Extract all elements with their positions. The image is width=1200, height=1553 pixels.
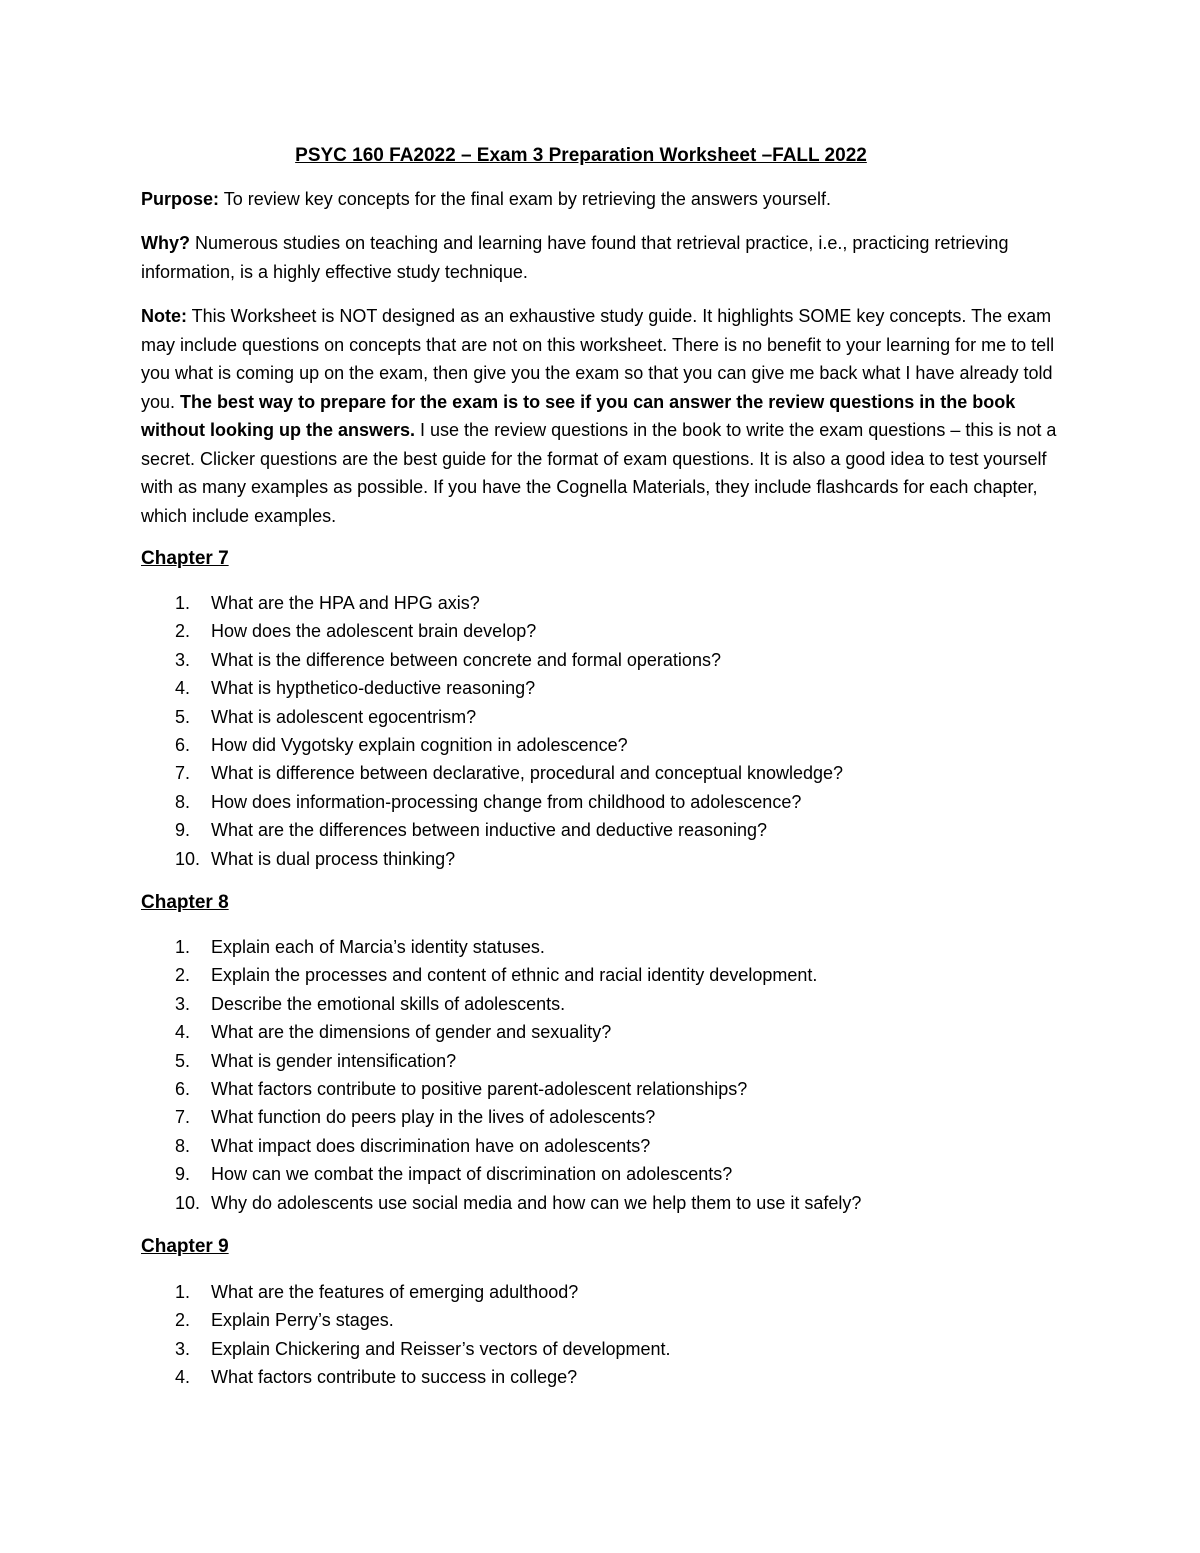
note-bold-text: The best way to prepare for the exam is to see if you can answer the review questions in the book without looking up the answers. [141,391,1016,440]
question-text: What is dual process thinking? [211,848,456,869]
question-number: 2. [175,965,191,986]
question-number: 7. [175,1107,191,1128]
question-number: 6. [175,734,191,755]
question-text: What function do peers play in the lives of adolescents? [211,1107,656,1128]
question-number: 10. [175,848,201,869]
chapter-9-questions [141,1278,671,1392]
question-number: 4. [175,678,191,699]
why-text: Numerous studies on teaching and learning have found that retrieval practice, i.e., practicing retrieving information, is a highly effective study technique. [141,233,1009,282]
question-text: How does the adolescent brain develop? [211,621,537,642]
question-text: What is adolescent egocentrism? [211,706,477,727]
question-text: Describe the emotional skills of adolescents. [211,993,566,1014]
purpose-label: Purpose: [141,189,220,209]
question-text: What is difference between declarative, procedural and conceptual knowledge? [211,763,844,784]
question-text: What is the difference between concrete and formal operations? [211,649,721,670]
question-number: 3. [175,649,191,670]
chapter-8-questions [141,933,861,1217]
question-number: 4. [175,1022,191,1043]
question-text: How can we combat the impact of discrimination on adolescents? [211,1164,733,1185]
question-text: What is gender intensification? [211,1050,457,1071]
question-number: 2. [175,621,191,642]
why-label: Why? [141,233,190,253]
question-number: 1. [175,1282,191,1302]
list-item [141,1189,861,1217]
list-item [141,845,843,873]
question-text: Explain the processes and content of ethnic and racial identity development. [211,965,818,986]
list-item [141,589,843,617]
question-number: 5. [175,1050,191,1071]
question-text: What are the features of emerging adulthood? [211,1282,579,1302]
question-text: Explain Perry’s stages. [211,1310,394,1331]
question-text: What are the dimensions of gender and sexuality? [211,1022,612,1043]
list-item [141,1278,671,1306]
question-number: 1. [175,937,191,957]
chapter-7-questions [141,589,843,873]
question-text: What are the differences between inductive and deductive reasoning? [211,820,768,841]
note-paragraph [141,302,1066,530]
list-item [141,816,843,844]
page-title: PSYC 160 FA2022 – Exam 3 Preparation Worksheet –FALL 2022 [295,145,867,166]
question-number: 10. [175,1192,201,1213]
chapter-7-heading: Chapter 7 [141,548,229,569]
list-item [141,703,843,731]
question-number: 8. [175,791,191,812]
list-item [141,1103,861,1131]
question-text: Explain Chickering and Reisser’s vectors of development. [211,1338,671,1359]
chapter-9-heading: Chapter 9 [141,1236,229,1257]
list-item [141,961,861,989]
question-text: Why do adolescents use social media and how can we help them to use it safely? [211,1192,862,1213]
list-item [141,1160,861,1188]
chapter-8-heading: Chapter 8 [141,892,229,913]
list-item [141,1306,671,1334]
question-number: 9. [175,1164,191,1185]
question-number: 1. [175,593,191,613]
question-number: 4. [175,1367,191,1388]
list-item [141,933,861,961]
question-number: 9. [175,820,191,841]
purpose-paragraph [141,185,1066,214]
list-item [141,788,843,816]
question-number: 3. [175,993,191,1014]
question-number: 8. [175,1135,191,1156]
list-item [141,1018,861,1046]
list-item [141,731,843,759]
question-number: 5. [175,706,191,727]
question-number: 6. [175,1078,191,1099]
question-text: Explain each of Marcia’s identity statuses. [211,937,545,957]
note-label: Note: [141,306,187,326]
question-text: What impact does discrimination have on adolescents? [211,1135,651,1156]
list-item [141,646,843,674]
list-item [141,617,843,645]
list-item [141,759,843,787]
note-text-after: I use the review questions in the book to write the exam questions – this is not a secret. Clicker questions are the best guide for the format of exam questions. It is also a good idea to test yourself with as many examples as possible. If you have the Cognella Materials, they include flashcards for each chapter, which include examples. [141,420,1057,526]
list-item [141,1075,861,1103]
question-text: How does information-processing change from childhood to adolescence? [211,791,802,812]
question-text: What are the HPA and HPG axis? [211,593,480,613]
list-item [141,1363,671,1391]
question-text: What factors contribute to success in college? [211,1367,578,1388]
list-item [141,674,843,702]
why-paragraph [141,229,1041,286]
purpose-text: To review key concepts for the final exam by retrieving the answers yourself. [219,189,831,209]
question-number: 2. [175,1310,191,1331]
question-number: 7. [175,763,191,784]
question-text: What is hypthetico-deductive reasoning? [211,678,536,699]
question-text: What factors contribute to positive parent-adolescent relationships? [211,1078,748,1099]
list-item [141,1047,861,1075]
question-text: How did Vygotsky explain cognition in adolescence? [211,734,628,755]
list-item [141,1335,671,1363]
list-item [141,990,861,1018]
note-text-before: This Worksheet is NOT designed as an exhaustive study guide. It highlights SOME key concepts. The exam may include questions on concepts that are not on this worksheet. There is no benefit to your learning for me to tell you what is coming up on the exam, then give you the exam so that you can give me back what I have already told you. [141,306,1055,412]
question-number: 3. [175,1338,191,1359]
list-item [141,1132,861,1160]
